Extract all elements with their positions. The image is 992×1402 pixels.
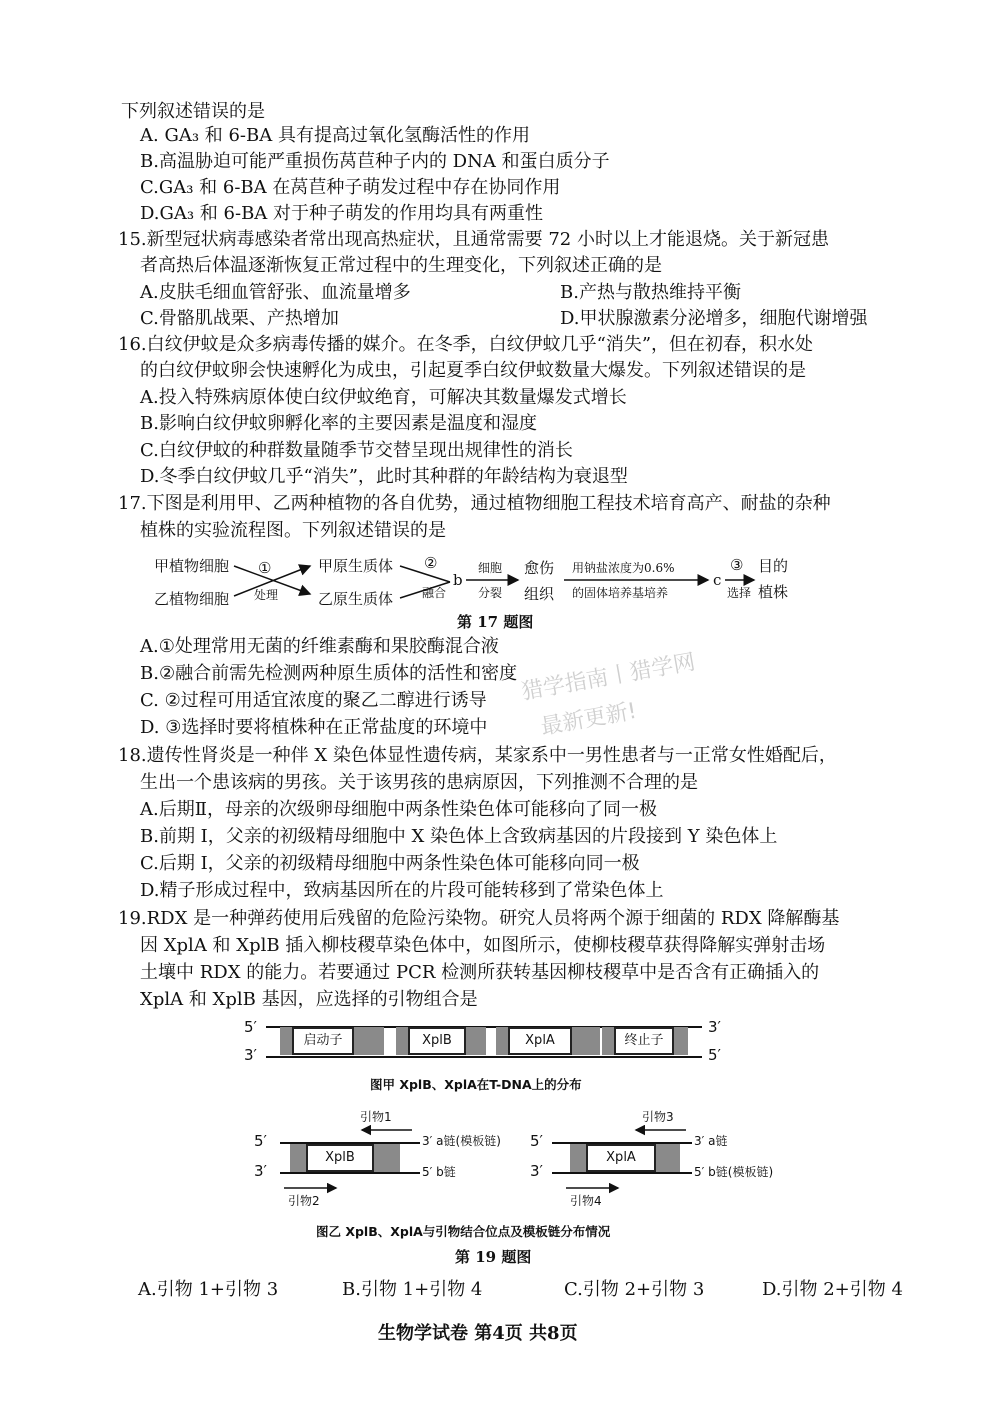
fig2-xpla: XplA: [586, 1144, 656, 1172]
fig2-primer2: 引物2: [288, 1194, 320, 1208]
fig2-caption: 图乙 XplB、XplA与引物结合位点及模板链分布情况: [316, 1224, 611, 1239]
flow-target-top: 目的: [758, 557, 789, 575]
q17-option-c: C. ②过程可用适宜浓度的聚乙二醇进行诱导: [140, 690, 487, 711]
q17-flow-diagram: [150, 550, 800, 610]
q19-stem-line1: 19.RDX 是一种弹药使用后残留的危险污染物。研究人员将两个源于细菌的 RDX 降解酶基: [118, 908, 840, 929]
page-footer: 生物学试卷 第4页 共8页: [378, 1323, 578, 1344]
flow-division-bottom: 分裂: [478, 586, 503, 600]
q19-figure-2-left: [250, 1108, 510, 1208]
fig2-primer4: 引物4: [570, 1194, 602, 1208]
fig2-right-a-strand: 3′ a链: [694, 1134, 728, 1148]
q18-option-c: C.后期 I，父亲的初级精母细胞中两条性染色体可能移向同一极: [140, 853, 640, 874]
q16-stem-line2: 的白纹伊蚊卵会快速孵化为成虫，引起夏季白纹伊蚊数量大爆发。下列叙述错误的是: [140, 360, 806, 381]
q14-stem: 下列叙述错误的是: [121, 101, 265, 122]
q14-option-b: B.高温胁迫可能严重损伤莴苣种子内的 DNA 和蛋白质分子: [140, 151, 610, 172]
flow-proto-b: 乙原生质体: [318, 590, 394, 608]
fig2-left-arrows: [250, 1108, 510, 1208]
q15-option-b: B.产热与散热维持平衡: [560, 282, 741, 303]
fig2-right-5prime: 5′: [530, 1132, 543, 1150]
flow-medium-top: 用钠盐浓度为0.6%: [572, 561, 675, 575]
q18-stem-line2: 生出一个患该病的男孩。关于该男孩的患病原因，下列推测不合理的是: [140, 772, 698, 793]
q17-figure-caption: 第 17 题图: [457, 613, 534, 631]
fig1-5prime-right: 5′: [708, 1046, 721, 1064]
fig1-bottom-strand: [266, 1056, 702, 1058]
q15-option-a: A.皮肤毛细血管舒张、血流量增多: [140, 282, 411, 303]
q17-option-b: B.②融合前需先检测两种原生质体的活性和密度: [140, 663, 518, 684]
q15-stem-line1: 15.新型冠状病毒感染者常出现高热症状，且通常需要 72 小时以上才能退烧。关于新冠患: [118, 229, 829, 250]
fig2-left-5prime: 5′: [254, 1132, 267, 1150]
fig1-3prime-left: 3′: [244, 1046, 257, 1064]
fig2-xplb: XplB: [306, 1144, 374, 1172]
flow-proto-a: 甲原生质体: [318, 557, 394, 575]
flow-step3: ③: [730, 556, 744, 574]
q14-option-a: A. GA₃ 和 6-BA 具有提高过氧化氢酶活性的作用: [140, 125, 530, 146]
q15-option-c: C.骨骼肌战栗、产热增加: [140, 308, 339, 329]
q14-option-d: D.GA₃ 和 6-BA 对于种子萌发的作用均具有两重性: [140, 203, 544, 224]
fig1-promoter: 启动子: [292, 1027, 354, 1055]
q17-stem-line2: 植株的实验流程图。下列叙述错误的是: [140, 520, 446, 541]
flow-step1: ①: [258, 559, 272, 577]
fig2-left-a-strand: 3′ a链(模板链): [422, 1134, 501, 1148]
q19-stem-line2: 因 XplA 和 XplB 插入柳枝稷草染色体中，如图所示，使柳枝稷草获得降解实弹射击场: [140, 935, 826, 956]
q18-option-d: D.精子形成过程中，致病基因所在的片段可能转移到了常染色体上: [140, 880, 664, 901]
fig2-right-b-strand: 5′ b链(模板链): [694, 1165, 774, 1179]
q16-option-a: A.投入特殊病原体使白纹伊蚊绝育，可解决其数量爆发式增长: [140, 387, 627, 408]
flow-target-bottom: 植株: [758, 583, 789, 601]
q18-stem-line1: 18.遗传性肾炎是一种伴 X 染色体显性遗传病，某家系中一男性患者与一正常女性婚配后，: [118, 745, 837, 766]
fig2-right-3prime: 3′: [530, 1162, 543, 1180]
watermark-text-1: 猎学指南丨猎学网: [519, 649, 698, 706]
flow-division-top: 细胞: [478, 561, 503, 575]
q17-option-d: D. ③选择时要将植株种在正常盐度的环境中: [140, 717, 488, 738]
fig1-5prime-left: 5′: [244, 1018, 257, 1036]
q15-option-d: D.甲状腺激素分泌增多，细胞代谢增强: [560, 308, 868, 329]
q19-option-c: C.引物 2+引物 3: [564, 1279, 705, 1300]
fig2-right-arrows: [526, 1108, 786, 1208]
flow-arrows: [150, 550, 800, 610]
q16-option-c: C.白纹伊蚊的种群数量随季节交替呈现出规律性的消长: [140, 440, 573, 461]
q19-stem-line3: 土壤中 RDX 的能力。若要通过 PCR 检测所获转基因柳枝稷草中是否含有正确插入的: [140, 962, 820, 983]
flow-callus-top: 愈伤: [524, 559, 555, 577]
q19-option-d: D.引物 2+引物 4: [762, 1279, 903, 1300]
fig2-left-3prime: 3′: [254, 1162, 267, 1180]
flow-step3-label: 选择: [727, 586, 752, 600]
fig1-terminator: 终止子: [614, 1027, 674, 1055]
q17-stem-line1: 17.下图是利用甲、乙两种植物的各自优势，通过植物细胞工程技术培育高产、耐盐的杂种: [118, 493, 831, 514]
q17-option-a: A.①处理常用无菌的纤维素酶和果胶酶混合液: [140, 636, 499, 657]
q19-option-b: B.引物 1+引物 4: [342, 1279, 483, 1300]
q16-option-b: B.影响白纹伊蚊卵孵化率的主要因素是温度和湿度: [140, 413, 537, 434]
flow-cell-a: 甲植物细胞: [154, 557, 230, 575]
q19-stem-line4: XplA 和 XplB 基因，应选择的引物组合是: [140, 989, 478, 1010]
q19-figure-2-right: [526, 1108, 786, 1208]
flow-step1-label: 处理: [254, 588, 279, 602]
flow-step2: ②: [424, 554, 438, 572]
q16-stem-line1: 16.白纹伊蚊是众多病毒传播的媒介。在冬季，白纹伊蚊几乎“消失”，但在初春，积水处: [118, 334, 814, 355]
fig1-xplb: XplB: [408, 1027, 466, 1055]
flow-cell-b: 乙植物细胞: [154, 590, 230, 608]
flow-c-label: c: [713, 571, 722, 589]
fig2-primer1: 引物1: [360, 1110, 392, 1124]
q18-option-b: B.前期 I，父亲的初级精母细胞中 X 染色体上含致病基因的片段接到 Y 染色体上: [140, 826, 778, 847]
flow-step2-label: 融合: [422, 586, 447, 600]
q19-option-a: A.引物 1+引物 3: [138, 1279, 279, 1300]
q15-stem-line2: 者高热后体温逐渐恢复正常过程中的生理变化，下列叙述正确的是: [140, 255, 662, 276]
q16-option-d: D.冬季白纹伊蚊几乎“消失”，此时其种群的年龄结构为衰退型: [140, 466, 628, 487]
fig1-caption: 图甲 XplB、XplA在T-DNA上的分布: [370, 1077, 582, 1092]
q19-figure-caption: 第 19 题图: [455, 1248, 532, 1266]
q18-option-a: A.后期Ⅱ，母亲的次级卵母细胞中两条性染色体可能移向了同一极: [140, 799, 657, 820]
q19-figure-1: [240, 1018, 740, 1068]
fig2-primer3: 引物3: [642, 1110, 674, 1124]
q14-option-c: C.GA₃ 和 6-BA 在莴苣种子萌发过程中存在协同作用: [140, 177, 561, 198]
flow-medium-bottom: 的固体培养基培养: [572, 586, 669, 600]
flow-b-label: b: [453, 571, 463, 589]
watermark-text-2: 最新更新!: [538, 698, 639, 741]
flow-callus-bottom: 组织: [524, 585, 555, 603]
fig1-3prime-right: 3′: [708, 1018, 721, 1036]
fig1-xpla: XplA: [508, 1027, 572, 1055]
fig2-left-b-strand: 5′ b链: [422, 1165, 456, 1179]
